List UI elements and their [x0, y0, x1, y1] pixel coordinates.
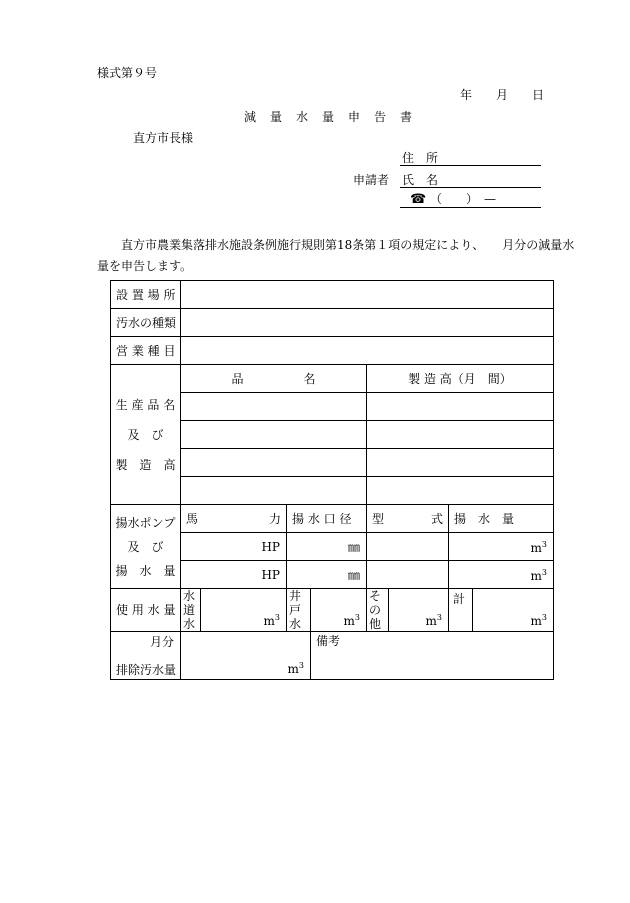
production-field[interactable]	[367, 449, 554, 477]
business-type-row	[111, 337, 554, 365]
production-field[interactable]	[367, 393, 554, 421]
model-header-left: 型	[372, 511, 385, 526]
discharge-label-text: 排除汚水量	[116, 662, 177, 677]
install-location-label: 設 置 場 所	[111, 281, 181, 309]
cube-sup: 3	[541, 568, 547, 577]
name-label: 氏 名	[402, 173, 439, 187]
sewage-type-row	[111, 309, 554, 337]
declaration-table	[110, 280, 554, 680]
cube-sup: 3	[354, 613, 360, 622]
remarks-field[interactable]	[311, 632, 554, 680]
model-header-right: 式	[430, 511, 443, 526]
horsepower-field[interactable]	[181, 533, 287, 561]
product-name-field[interactable]	[181, 393, 367, 421]
m-unit: m	[343, 614, 355, 628]
m-unit: m	[530, 614, 542, 628]
total-label: 計	[449, 589, 473, 632]
telephone-line	[400, 207, 541, 208]
pump-label	[111, 505, 181, 589]
other-water-label: その他	[367, 589, 389, 632]
telephone-format: （ ） —	[430, 192, 497, 206]
m-unit: m	[530, 541, 542, 555]
product-label-line2: 及 び	[127, 427, 164, 442]
production-field[interactable]	[367, 421, 554, 449]
tap-water-label: 水道水	[181, 589, 201, 632]
telephone-icon: ☎	[410, 192, 427, 207]
business-type-field[interactable]	[181, 337, 554, 365]
product-name-field[interactable]	[181, 477, 367, 505]
discharge-field[interactable]	[181, 632, 311, 680]
model-field[interactable]	[367, 561, 449, 589]
horsepower-header	[181, 505, 287, 533]
mm-unit: ㎜	[347, 539, 360, 554]
diameter-field[interactable]	[287, 561, 367, 589]
cube-sup: 3	[541, 613, 547, 622]
hp-unit: HP	[261, 539, 280, 554]
m-unit: m	[287, 662, 299, 676]
model-header	[367, 505, 449, 533]
pump-volume-field[interactable]	[449, 533, 554, 561]
well-water-field[interactable]	[311, 589, 367, 632]
tap-water-field[interactable]	[201, 589, 287, 632]
form-number: 様式第９号	[97, 66, 158, 80]
address-line	[400, 165, 541, 166]
mm-unit: ㎜	[347, 567, 360, 582]
horsepower-field[interactable]	[181, 561, 287, 589]
date-month-label: 月	[496, 88, 509, 102]
product-label	[111, 365, 181, 505]
other-water-field[interactable]	[389, 589, 449, 632]
discharge-label	[111, 632, 181, 680]
pump-label-line3: 揚 水 量	[115, 563, 176, 578]
product-name-field[interactable]	[181, 449, 367, 477]
pump-volume-header: 揚 水 量	[449, 505, 554, 533]
m-unit: m	[530, 569, 542, 583]
product-label-line1: 生 産 品 名	[115, 397, 176, 412]
diameter-field[interactable]	[287, 533, 367, 561]
production-header: 製 造 高（月 間）	[367, 365, 554, 393]
m-unit: m	[425, 614, 437, 628]
install-location-row	[111, 281, 554, 309]
sewage-type-label: 汚水の種類	[111, 309, 181, 337]
address-label: 住 所	[402, 151, 439, 165]
sewage-type-field[interactable]	[181, 309, 554, 337]
model-field[interactable]	[367, 533, 449, 561]
total-field[interactable]	[473, 589, 554, 632]
usage-label: 使 用 水 量	[111, 589, 181, 632]
pump-volume-field[interactable]	[449, 561, 554, 589]
pump-label-line1: 揚水ポンプ	[115, 515, 176, 530]
remarks-label: 備考	[316, 634, 341, 648]
month-label: 月分	[149, 634, 174, 649]
horsepower-header-left: 馬	[186, 511, 199, 526]
cube-sup: 3	[274, 613, 280, 622]
date-year-label: 年	[460, 88, 473, 102]
pump-label-line2: 及 び	[127, 539, 164, 554]
m-unit: m	[263, 614, 275, 628]
cube-sup: 3	[541, 540, 547, 549]
product-name-header: 品 名	[181, 365, 367, 393]
diameter-header: 揚 水 口 径	[287, 505, 367, 533]
cube-sup: 3	[436, 613, 442, 622]
applicant-label: 申請者	[353, 173, 390, 187]
telephone-row	[410, 192, 496, 207]
discharge-row	[111, 632, 554, 680]
pump-header-row	[111, 505, 554, 533]
well-water-label: 井戸水	[287, 589, 311, 632]
install-location-field[interactable]	[181, 281, 554, 309]
document-title: 減量水量申告書	[244, 110, 427, 124]
horsepower-header-right: 力	[268, 511, 281, 526]
date-day-label: 日	[532, 88, 545, 102]
product-name-field[interactable]	[181, 421, 367, 449]
production-field[interactable]	[367, 477, 554, 505]
body-text-line2: 量を申告します。	[97, 259, 193, 273]
cube-sup: 3	[298, 661, 304, 670]
product-label-line3: 製 造 高	[115, 457, 176, 472]
addressee: 直方市長様	[133, 131, 194, 145]
body-text-line1: 直方市農業集落排水施設条例施行規則第18条第１項の規定により、 月分の減量水	[121, 238, 575, 252]
business-type-label: 営 業 種 目	[111, 337, 181, 365]
usage-row	[111, 589, 554, 632]
product-header-row	[111, 365, 554, 393]
name-line	[400, 187, 541, 188]
hp-unit: HP	[261, 567, 280, 582]
